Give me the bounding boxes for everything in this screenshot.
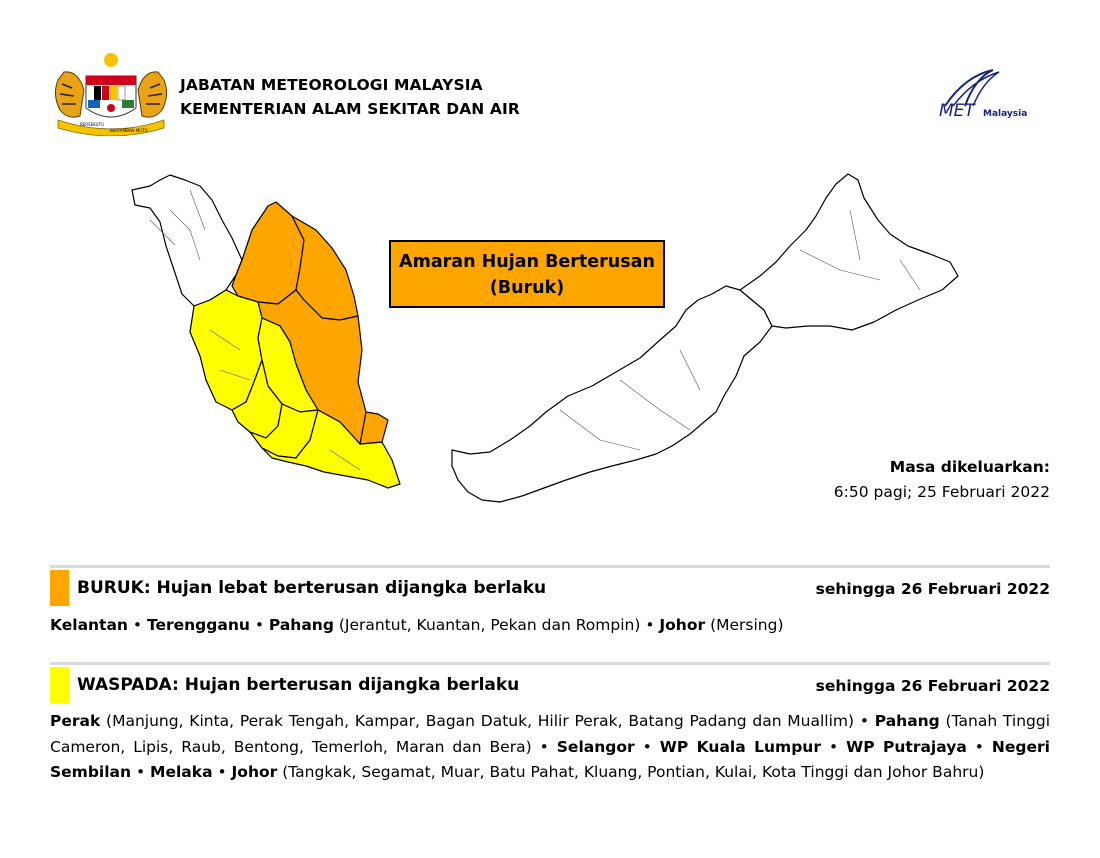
area-districts: (Tangkak, Segamat, Muar, Batu Pahat, Kluang, Pontian, Kulai, Kota Tinggi dan Johor Bahru) bbox=[277, 763, 985, 781]
area-districts: (Jerantut, Kuantan, Pekan dan Rompin) bbox=[333, 616, 641, 634]
area-state: Terengganu bbox=[146, 616, 250, 634]
level-waspada-swatch bbox=[50, 667, 69, 703]
level-waspada-header bbox=[50, 667, 1050, 703]
level-buruk-swatch bbox=[50, 570, 69, 606]
department-name: JABATAN METEOROLOGI MALAYSIA bbox=[180, 76, 483, 94]
region-sabah bbox=[740, 174, 958, 330]
level-waspada-until: sehingga 26 Februari 2022 bbox=[815, 677, 1050, 695]
level-waspada-areas: Perak (Manjung, Kinta, Perak Tengah, Kampar, Bagan Datuk, Hilir Perak, Batang Padang dan Muallim) • Pahang (Tanah Tinggi Cameron, Lipis, Raub, Bentong, Temerloh, Maran dan Bera) • Selangor • WP Kuala Lumpur • WP Putrajaya • Negeri Sembilan • Melaka • Johor (Tangkak, Segamat, Muar, Batu Pahat, Kluang, Pontian, Kulai, Kota Tinggi dan Johor Bahru) bbox=[50, 712, 1051, 781]
level-buruk-title: BURUK: Hujan lebat berterusan dijangka berlaku bbox=[77, 578, 547, 598]
issued-value: 6:50 pagi; 25 Februari 2022 bbox=[833, 483, 1050, 501]
level-waspada-title: WASPADA: Hujan berterusan dijangka berlaku bbox=[77, 675, 520, 695]
met-logo-text-1: MET bbox=[939, 101, 975, 121]
divider-rule bbox=[50, 565, 1050, 568]
coat-motto-1: BERSEKUTU bbox=[80, 122, 104, 127]
area-state: Pahang bbox=[874, 712, 940, 730]
area-districts: (Tanah Tinggi Cameron, Lipis, Raub, Bentong, Temerloh, Maran dan Bera) bbox=[50, 712, 1051, 756]
area-state: Selangor bbox=[556, 737, 635, 756]
area-state: Perak bbox=[50, 712, 101, 730]
area-districts: (Mersing) bbox=[705, 616, 784, 634]
coat-of-arms-logo bbox=[50, 50, 172, 136]
issued-label: Masa dikeluarkan: bbox=[889, 458, 1050, 476]
area-state: WP Kuala Lumpur bbox=[659, 737, 821, 756]
area-state: Melaka bbox=[150, 763, 213, 781]
region-north-west bbox=[132, 175, 242, 306]
header-title bbox=[180, 73, 520, 121]
coat-motto-2: BERTAMBAH MUTU bbox=[110, 128, 148, 133]
level-buruk-header bbox=[50, 570, 1050, 606]
ministry-name: KEMENTERIAN ALAM SEKITAR DAN AIR bbox=[180, 100, 520, 118]
met-logo-text-2: Malaysia bbox=[983, 109, 1028, 119]
area-state: WP Putrajaya bbox=[846, 737, 967, 756]
area-state: Negeri Sembilan bbox=[50, 737, 1050, 781]
warning-title-line2: (Buruk) bbox=[489, 278, 565, 298]
area-districts: (Manjung, Kinta, Perak Tengah, Kampar, Bagan Datuk, Hilir Perak, Batang Padang dan Muallim) bbox=[100, 712, 855, 730]
level-buruk-until: sehingga 26 Februari 2022 bbox=[815, 580, 1050, 598]
warning-title-box bbox=[389, 240, 665, 308]
warning-title-line1: Amaran Hujan Berterusan bbox=[399, 252, 655, 272]
area-state: Kelantan bbox=[50, 616, 128, 634]
area-state: Pahang bbox=[268, 616, 334, 634]
level-buruk-areas: Kelantan • Terengganu • Pahang (Jerantut, Kuantan, Pekan dan Rompin) • Johor (Mersing) bbox=[50, 616, 784, 634]
met-malaysia-logo bbox=[935, 66, 1047, 122]
area-state: Johor bbox=[659, 616, 706, 634]
area-state: Johor bbox=[231, 763, 278, 781]
divider-rule bbox=[50, 662, 1050, 665]
issued-info bbox=[834, 455, 1050, 505]
region-sarawak bbox=[452, 286, 772, 502]
